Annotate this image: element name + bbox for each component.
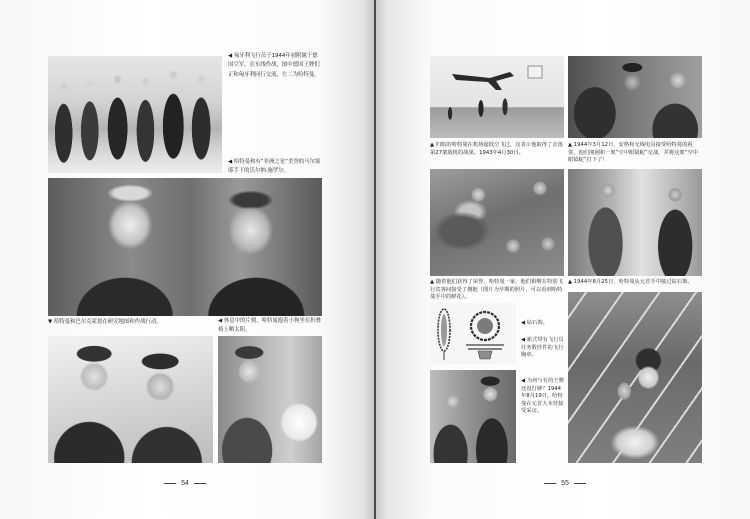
aircraft-shape: [452, 72, 514, 90]
page-number-right: [544, 478, 586, 488]
aircraft-silhouette: [430, 56, 564, 138]
photo-decorations-drawing: [430, 303, 516, 364]
caption-flowers: ▲ 随着他们获得了荣誉，哈特曼一家，他们相继在特别飞行宾客间接受了拥抱（图片为早期的照片，可以看到哈特曼手中的鲜花）。: [430, 279, 563, 301]
clasp-pendant: [478, 351, 492, 359]
caption-flyover: ▲ 归航的哈特曼在机场超低空飞过，这表示他取得了击落第27架敌机的战果。1943年4月30日。: [430, 142, 563, 156]
page-number-dash: [164, 483, 176, 484]
sign-board: [528, 66, 542, 78]
decorations-illustration: [430, 303, 516, 364]
left-page: [0, 0, 374, 519]
photo-congratulations: [568, 56, 702, 138]
photo-pilots-group: [48, 56, 222, 173]
caption-diamonds: ◀ 钻石饰。: [521, 320, 548, 326]
page-number-dash: [544, 483, 556, 484]
page-number-dash: [574, 483, 586, 484]
photo-rest-with-dog: [218, 336, 322, 463]
clasp-wings: [466, 345, 504, 349]
photo-map-study: [48, 336, 213, 463]
caption-interview: ◀ 为何与有的王牌还没打够？1944年8月19日，哈特曼在元首大本营接受采访。: [521, 378, 564, 415]
photo-wedding-swords: [568, 292, 702, 463]
photo-two-officers: [430, 370, 516, 463]
caption-hungarian-pilots: ◀ 匈牙利飞行员于1944年初附属于德国空军，在东线作战，图中德国王牌们正和匈牙利同行交流，左二为哈特曼。: [228, 53, 320, 78]
page-number-dash: [194, 483, 206, 484]
page-number-text: 54: [181, 479, 189, 487]
photo-handshake: [568, 169, 702, 276]
caption-congratulations: ▲ 1944年3月12日，安格和无线电员接受哈特曼的祝贺，他们刚刚和一架“空中眼镜蛇”交战，并将这架“空中眼镜蛇”打下了！: [568, 142, 699, 164]
caption-star-of-africa: ◀ 哈特曼和有“非洲之星”美誉的马尔塞耶手下的沃尔纳·施罗尔。: [228, 159, 321, 175]
diamonds-center: [441, 314, 447, 346]
right-page: [376, 0, 750, 519]
page-number-text: 55: [561, 479, 569, 487]
page-number-left: [164, 478, 206, 488]
caption-flight-clasp: ◀ 新式带有飞行员任务数挂件的飞行胸章。: [521, 337, 564, 359]
caption-rest-with-dog: ◀ 休息中的片刻，哈特曼抱着小狗坐在折叠椅上晒太阳。: [218, 318, 321, 333]
photo-portrait-pair: [48, 178, 322, 316]
clasp-center: [477, 318, 493, 334]
caption-map-study: ▼ 哈特曼和巴尔克霍恩在研究地图和作战行动。: [48, 319, 162, 325]
photo-aircraft-flyover: [430, 56, 564, 138]
photo-flowers-group: [430, 169, 564, 276]
caption-diamonds-award: ▲ 1944年8月25日，哈特曼从元首手中接过钻石饰。: [568, 279, 693, 285]
